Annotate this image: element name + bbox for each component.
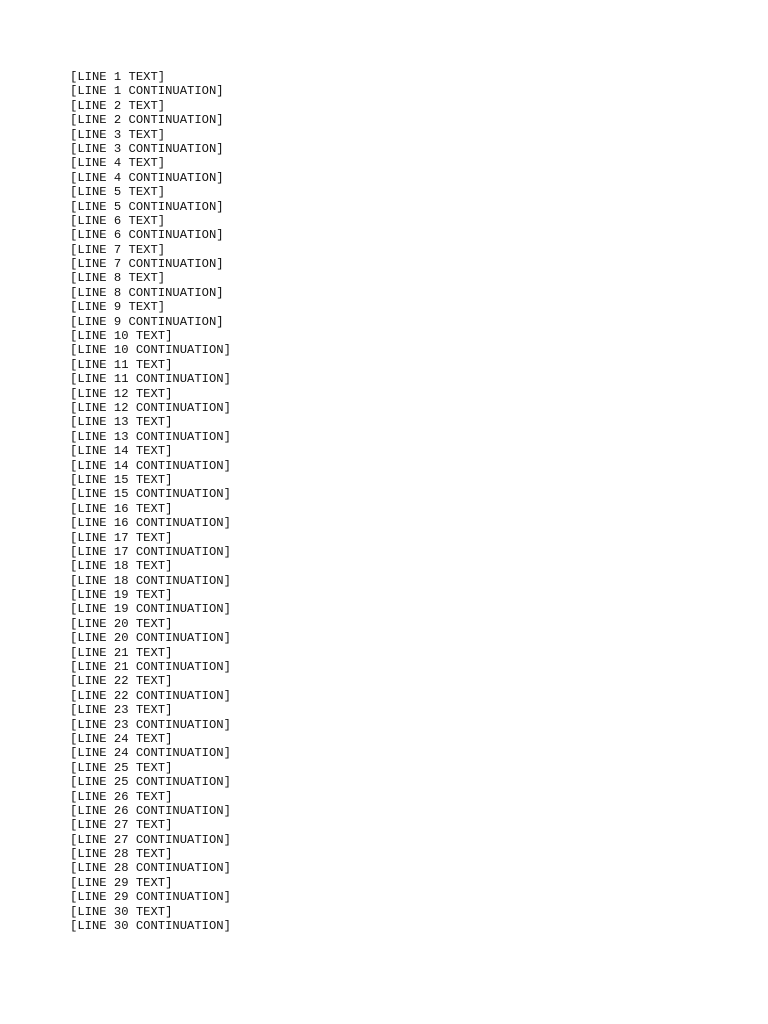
text-line: [LINE 20 TEXT] [70,616,173,631]
text-line: [LINE 17 TEXT] [70,530,173,545]
text-line: [LINE 3 TEXT] [70,127,166,142]
text-line: [LINE 27 TEXT] [70,818,173,833]
text-line: [LINE 14 TEXT] [70,444,173,459]
text-line: [LINE 9 CONTINUATION] [70,314,224,329]
text-line: [LINE 29 CONTINUATION] [70,890,231,905]
text-line: [LINE 1 TEXT] [70,70,166,84]
text-line: [LINE 26 TEXT] [70,789,173,804]
text-line: [LINE 26 CONTINUATION] [70,803,231,818]
text-line: [LINE 6 CONTINUATION] [70,228,224,243]
text-line: [LINE 5 TEXT] [70,185,166,200]
text-line: [LINE 23 CONTINUATION] [70,717,231,732]
text-line: [LINE 14 CONTINUATION] [70,458,231,473]
text-line: [LINE 23 TEXT] [70,703,173,718]
text-line: [LINE 30 CONTINUATION] [70,919,231,934]
text-line: [LINE 22 TEXT] [70,674,173,689]
text-line: [LINE 16 TEXT] [70,501,173,516]
text-line: [LINE 9 TEXT] [70,300,166,315]
text-line: [LINE 30 TEXT] [70,904,173,919]
text-line: [LINE 13 TEXT] [70,415,173,430]
text-line: [LINE 17 CONTINUATION] [70,544,231,559]
text-line: [LINE 19 CONTINUATION] [70,602,231,617]
text-line: [LINE 13 CONTINUATION] [70,429,231,444]
text-line: [LINE 25 CONTINUATION] [70,775,231,790]
text-line: [LINE 21 CONTINUATION] [70,660,231,675]
text-line: [LINE 2 TEXT] [70,98,166,113]
text-line: [LINE 3 CONTINUATION] [70,141,224,156]
text-line: [LINE 11 TEXT] [70,357,173,372]
text-document [70,70,698,950]
text-line: [LINE 28 TEXT] [70,847,173,862]
text-line: [LINE 4 CONTINUATION] [70,170,224,185]
text-line: [LINE 10 CONTINUATION] [70,343,231,358]
text-line: [LINE 1 CONTINUATION] [70,84,224,99]
text-line: [LINE 12 CONTINUATION] [70,400,231,415]
text-line: [LINE 18 TEXT] [70,559,173,574]
text-line: [LINE 12 TEXT] [70,386,173,401]
text-line: [LINE 6 TEXT] [70,213,166,228]
text-line: [LINE 8 TEXT] [70,271,166,286]
text-line: [LINE 15 TEXT] [70,472,173,487]
text-line: [LINE 24 TEXT] [70,731,173,746]
text-line: [LINE 10 TEXT] [70,329,173,344]
text-line: [LINE 7 CONTINUATION] [70,257,224,272]
text-line: [LINE 11 CONTINUATION] [70,372,231,387]
text-line: [LINE 16 CONTINUATION] [70,516,231,531]
text-line: [LINE 5 CONTINUATION] [70,199,224,214]
text-line: [LINE 4 TEXT] [70,156,166,171]
text-line: [LINE 2 CONTINUATION] [70,113,224,128]
text-line: [LINE 18 CONTINUATION] [70,573,231,588]
text-line: [LINE 20 CONTINUATION] [70,631,231,646]
text-line: [LINE 28 CONTINUATION] [70,861,231,876]
text-line: [LINE 24 CONTINUATION] [70,746,231,761]
text-line: [LINE 19 TEXT] [70,588,173,603]
text-line: [LINE 7 TEXT] [70,242,166,257]
text-line: [LINE 29 TEXT] [70,875,173,890]
text-line: [LINE 15 CONTINUATION] [70,487,231,502]
text-line: [LINE 25 TEXT] [70,760,173,775]
text-line: [LINE 8 CONTINUATION] [70,285,224,300]
text-line: [LINE 22 CONTINUATION] [70,688,231,703]
text-line: [LINE 27 CONTINUATION] [70,832,231,847]
text-line: [LINE 21 TEXT] [70,645,173,660]
